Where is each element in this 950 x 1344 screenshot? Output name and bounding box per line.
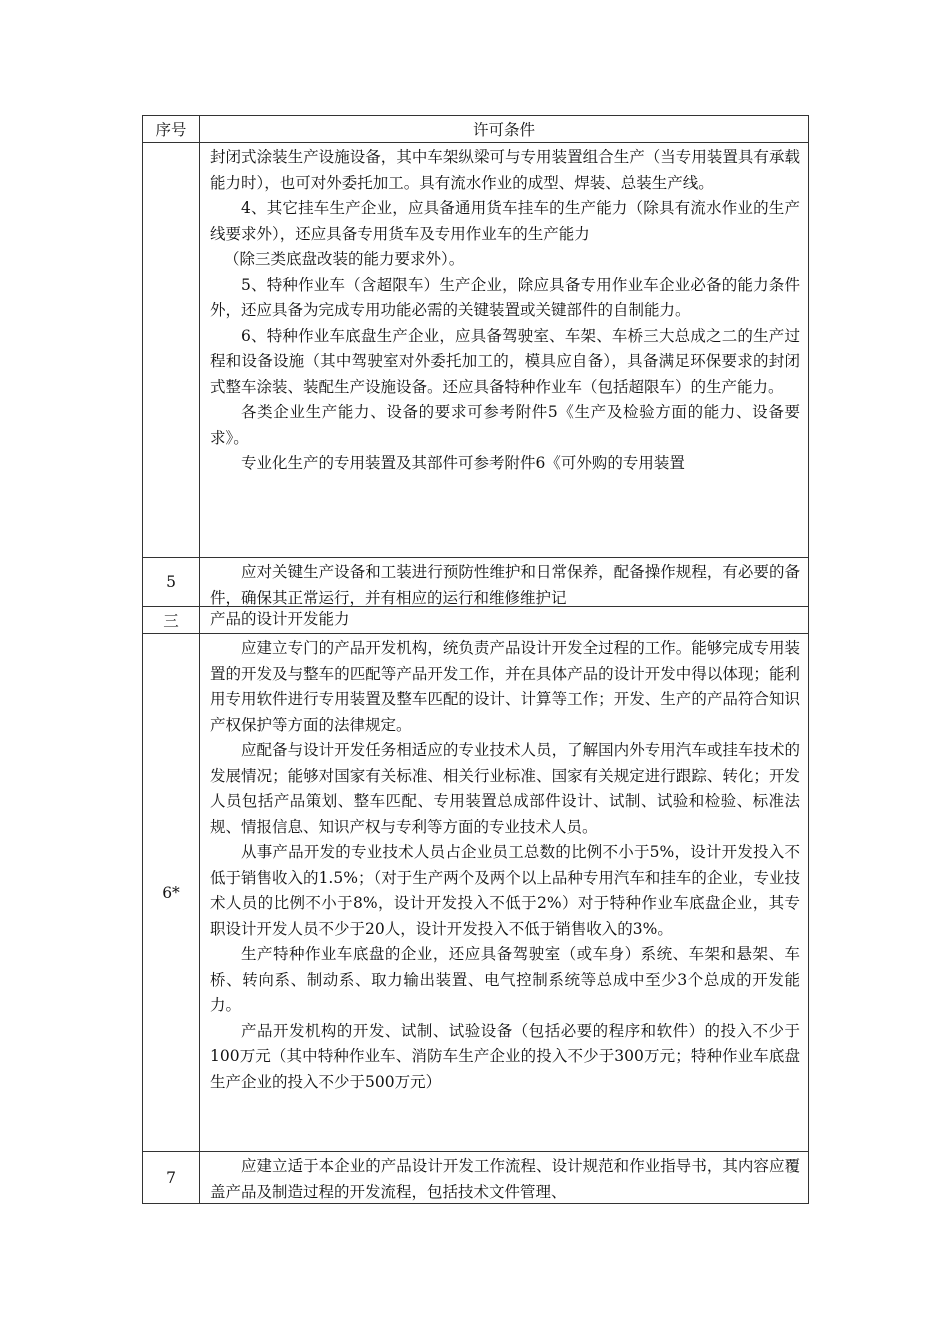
paragraph: 6、特种作业车底盘生产企业，应具备驾驶室、车架、车桥三大总成之二的生产过程和设备设施（其中驾驶室对外委托加工的，模具应自备），具备满足环保要求的封闭式整车涂装、装配生产设施设备。还应具备特种作业车（包括超限车）的生产能力。 (210, 326, 800, 396)
paragraph: （除三类底盘改装的能力要求外）。 (224, 250, 465, 268)
paragraph: 应建立专门的产品开发机构，统负责产品设计开发全过程的工作。能够完成专用装置的开发及与整车的匹配等产品开发工作，并在具体产品的设计开发中得以体现；能利用专用软件进行专用装置及整车匹配的设计、计算等工作；开发、生产的产品符合知识产权保护等方面的法律规定。 (210, 639, 800, 734)
row-content (200, 634, 809, 1152)
paragraph: 应对关键生产设备和工装进行预防性维护和日常保养，配备操作规程，有必要的备件，确保其正常运行，并有相应的运行和维修维护记 (210, 563, 800, 606)
table-header-row (143, 116, 809, 143)
row-number: 5 (143, 558, 200, 607)
row-number: 6* (143, 634, 200, 1152)
paragraph: 4、其它挂车生产企业，应具备通用货车挂车的生产能力（除具有流水作业的生产线要求外），还应具备专用货车及专用作业车的生产能力 (210, 199, 800, 243)
section-title (200, 607, 809, 634)
row-content (200, 558, 809, 607)
paragraph: 专业化生产的专用装置及其部件可参考附件6《可外购的专用装置 (241, 454, 685, 472)
conditions-table (142, 115, 809, 1204)
header-license-condition: 许可条件 (200, 116, 809, 143)
paragraph: 产品开发机构的开发、试制、试验设备（包括必要的程序和软件）的投入不少于100万元（其中特种作业车、消防车生产企业的投入不少于300万元；特种作业车底盘生产企业的投入不少于500万元） (210, 1021, 800, 1091)
row-content (200, 143, 809, 558)
row-number: 7 (143, 1152, 200, 1204)
paragraph: 封闭式涂装生产设施设备，其中车架纵梁可与专用装置组合生产（当专用装置具有承载能力时），也可对外委托加工。具有流水作业的成型、焊装、总装生产线。 (210, 148, 800, 192)
paragraph: 应建立适于本企业的产品设计开发工作流程、设计规范和作业指导书，其内容应覆盖产品及制造过程的开发流程，包括技术文件管理、 (210, 1157, 800, 1201)
row-content (200, 1152, 809, 1204)
section-number: 三 (143, 607, 200, 634)
paragraph: 生产特种作业车底盘的企业，还应具备驾驶室（或车身）系统、车架和悬架、车桥、转向系、制动系、取力输出装置、电气控制系统等总成中至少3个总成的开发能力。 (210, 945, 800, 1014)
paragraph: 5、特种作业车（含超限车）生产企业，除应具备专用作业车企业必备的能力条件外，还应具备为完成专用功能必需的关键装置或关键部件的自制能力。 (210, 275, 800, 319)
row-number (143, 143, 200, 558)
table-row (143, 634, 809, 1152)
table-row (143, 1152, 809, 1204)
table-row (143, 143, 809, 558)
table-row (143, 558, 809, 607)
paragraph: 应配备与设计开发任务相适应的专业技术人员，了解国内外专用汽车或挂车技术的发展情况；能够对国家有关标准、相关行业标准、国家有关规定进行跟踪、转化；开发人员包括产品策划、整车匹配、专用装置总成部件设计、试制、试验和检验、标准法规、情报信息、知识产权与专利等方面的专业技术人员。 (210, 741, 800, 836)
section-row (143, 607, 809, 634)
section-title-text: 产品的设计开发能力 (210, 610, 350, 629)
paragraph: 从事产品开发的专业技术人员占企业员工总数的比例不小于5%，设计开发投入不低于销售收入的1.5%；（对于生产两个及两个以上品种专用汽车和挂车的企业，专业技术人员的比例不小于8%，设计开发投入不低于2%）对于特种作业车底盘企业，其专职设计开发人员不少于20人，设计开发投入不低于销售收入的3%。 (210, 843, 800, 938)
paragraph: 各类企业生产能力、设备的要求可参考附件5《生产及检验方面的能力、设备要求》。 (210, 403, 800, 447)
header-serial-number: 序号 (143, 116, 200, 143)
